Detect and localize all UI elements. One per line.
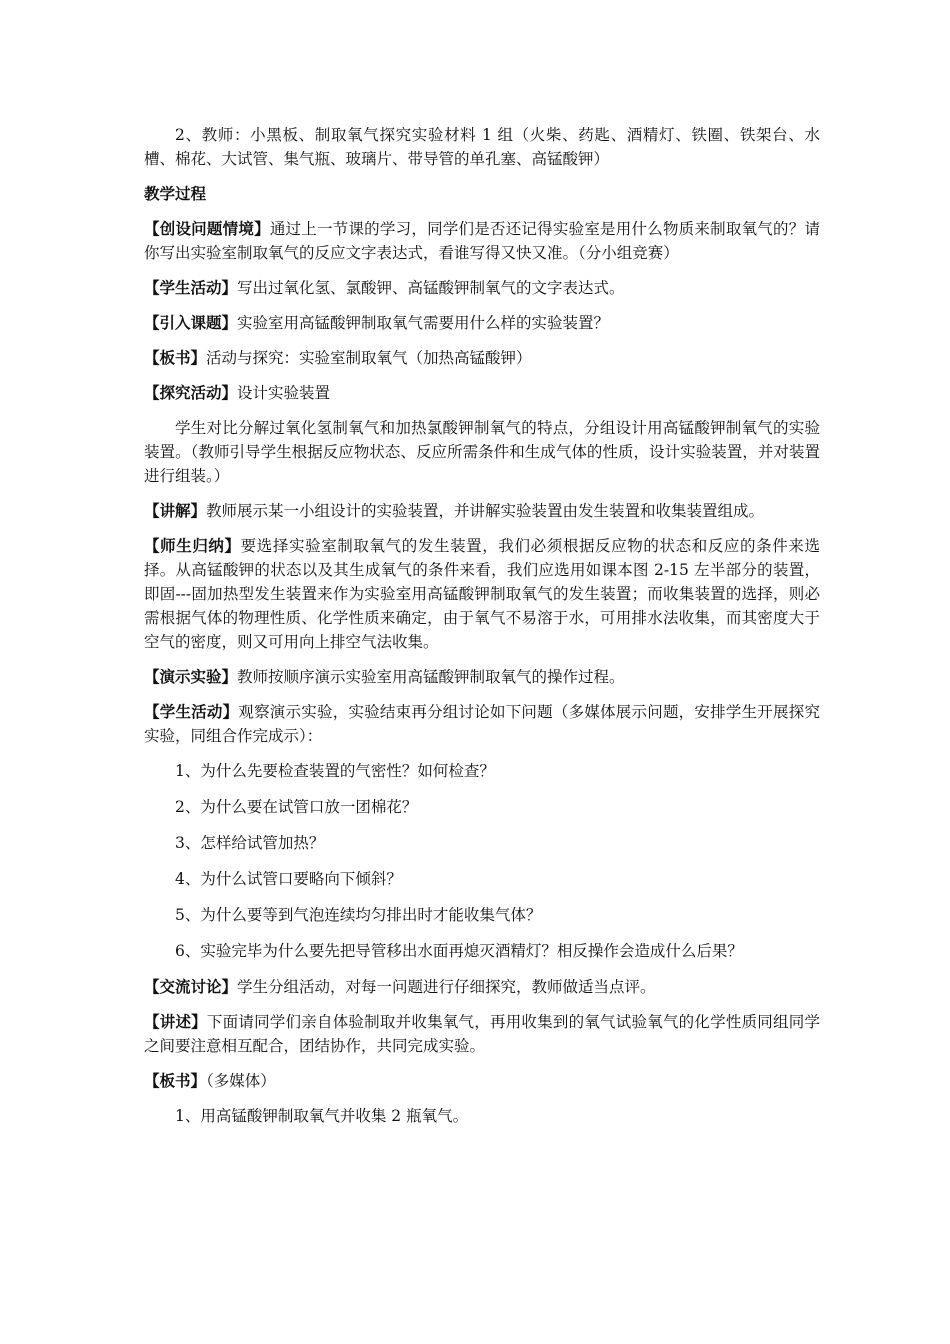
section-text: 要选择实验室制取氧气的发生装置，我们必须根据反应物的状态和反应的条件来选择。从高锰酸钾的状态以及其生成氧气的条件来看，我们应选用如课本图 2-15 左半部分的装置，即固---固加热型发生装置来作为实验室用高锰酸钾制取氧气的发生装置；而收集装置的选择，则必需根据气体的物理性质、化学性质来确定，由于氧气不易溶于水，可用排水法收集，而其密度大于空气的密度，则又可用向上排空气法收集。 — [144, 537, 820, 651]
question-item: 6、实验完毕为什么要先把导管移出水面再熄灭酒精灯？相反操作会造成什么后果？ — [175, 942, 743, 960]
section-blackboard — [144, 346, 820, 370]
materials-paragraph: 2、教师：小黑板、制取氧气探究实验材料 1 组（火柴、药匙、酒精灯、铁圈、铁架台、水槽、棉花、大试管、集气瓶、玻璃片、带导管的单孔塞、高锰酸钾） — [144, 126, 820, 168]
section-tag: 【创设问题情境】 — [144, 220, 270, 238]
section-discussion — [144, 975, 820, 999]
section-text: 活动与探究：实验室制取氧气（加热高锰酸钾） — [206, 349, 532, 367]
section-text: 学生分组活动，对每一问题进行仔细探究，教师做适当点评。 — [237, 978, 656, 996]
section-text: 设计实验装置 — [237, 384, 331, 402]
section-text: 实验室用高锰酸钾制取氧气需要用什么样的实验装置？ — [237, 314, 610, 332]
section-summary — [144, 534, 820, 654]
section-introduce-topic — [144, 311, 820, 335]
section-tag: 【师生归纳】 — [144, 537, 241, 555]
section-tag: 【讲述】 — [144, 1013, 207, 1031]
section-tag: 【讲解】 — [144, 502, 207, 520]
section-tag: 【引入课题】 — [144, 314, 238, 332]
section-blackboard-2 — [144, 1069, 820, 1093]
section-text: 教师按顺序演示实验室用高锰酸钾制取氧气的操作过程。 — [237, 668, 625, 686]
question-item: 2、为什么要在试管口放一团棉花？ — [175, 798, 418, 816]
section-student-activity-2 — [144, 700, 820, 748]
section-tag: 【探究活动】 — [144, 384, 238, 402]
section-demo-experiment — [144, 665, 820, 689]
final-item: 1、用高锰酸钾制取氧气并收集 2 瓶氧气。 — [175, 1107, 469, 1125]
section-tag: 【交流讨论】 — [144, 978, 238, 996]
section-text: 观察演示实验，实验结束再分组讨论如下问题（多媒体展示问题，安排学生开展探究实验，同组合作完成示）： — [144, 703, 820, 745]
document-page — [144, 123, 820, 1140]
section-text: 下面请同学们亲自体验制取并收集氧气，再用收集到的氧气试验氧气的化学性质同组同学之间要注意相互配合，团结协作，共同完成实验。 — [144, 1013, 820, 1055]
question-item: 4、为什么试管口要略向下倾斜？ — [175, 870, 402, 888]
question-item: 1、为什么先要检查装置的气密性？如何检查？ — [175, 762, 495, 780]
section-text: 教师展示某一小组设计的实验装置，并讲解实验装置由发生装置和收集装置组成。 — [206, 502, 765, 520]
section-explanation — [144, 499, 820, 523]
section-tag: 【学生活动】 — [144, 703, 239, 721]
question-item: 3、怎样给试管加热？ — [175, 834, 325, 852]
section-text: （多媒体） — [206, 1072, 276, 1090]
section-narration — [144, 1010, 820, 1058]
section-text: 通过上一节课的学习，同学们是否还记得实验室是用什么物质来制取氧气的？请你写出实验室制取氧气的反应文字表达式，看谁写得又快又准。（分小组竞赛） — [144, 220, 820, 262]
section-tag: 【板书】 — [144, 349, 207, 367]
section-student-activity — [144, 276, 820, 300]
section-create-situation — [144, 217, 820, 265]
design-paragraph: 学生对比分解过氧化氢制氧气和加热氯酸钾制氧气的特点，分组设计用高锰酸钾制氧气的实验装置。（教师引导学生根据反应物状态、反应所需条件和生成气体的性质，设计实验装置，并对装置进行组装。） — [144, 419, 820, 485]
question-item: 5、为什么要等到气泡连续均匀排出时才能收集气体？ — [175, 906, 542, 924]
section-inquiry-activity — [144, 381, 820, 405]
section-tag: 【学生活动】 — [144, 279, 238, 297]
section-tag: 【板书】 — [144, 1072, 207, 1090]
teaching-process-heading: 教学过程 — [144, 185, 207, 203]
section-tag: 【演示实验】 — [144, 668, 238, 686]
section-text: 写出过氧化氢、氯酸钾、高锰酸钾制氧气的文字表达式。 — [237, 279, 625, 297]
